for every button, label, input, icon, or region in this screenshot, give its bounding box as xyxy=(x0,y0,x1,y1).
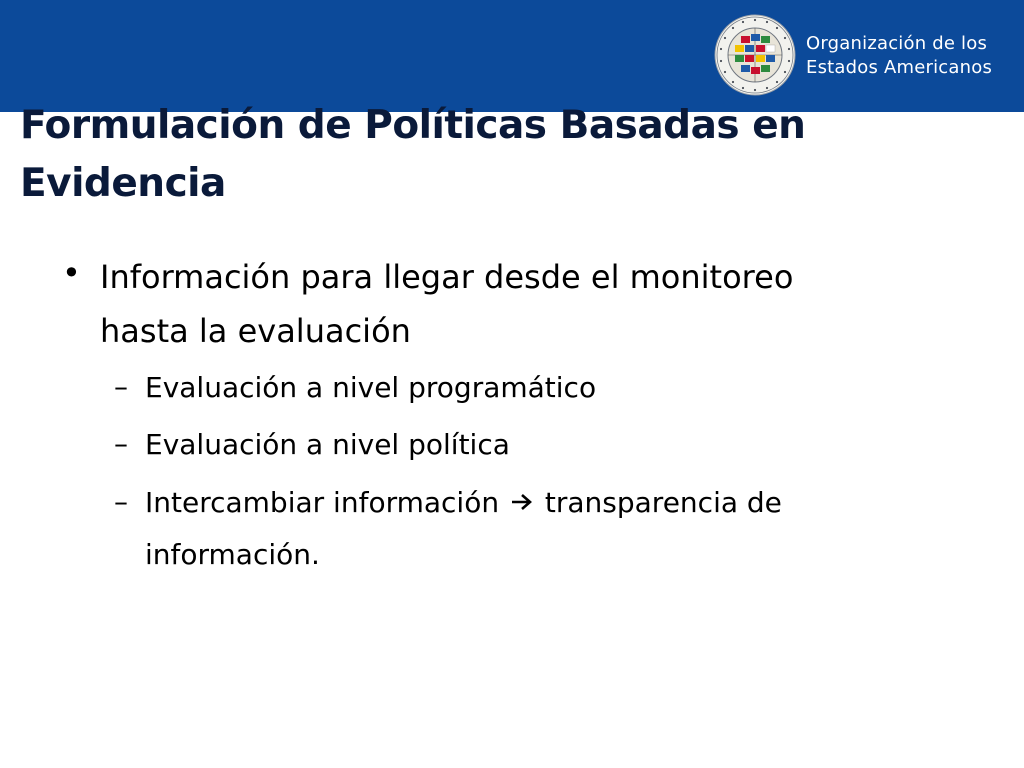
sub-bullet-text-after-arrow: transparencia de xyxy=(544,486,782,519)
sub-bullet-item xyxy=(145,419,985,471)
right-arrow-icon xyxy=(510,492,534,512)
sub-bullet-item xyxy=(145,362,985,414)
sub-bullet-line1 xyxy=(145,477,985,529)
sub-bullet-dash: – xyxy=(114,427,128,460)
sub-bullet-line2: información. xyxy=(145,538,320,571)
slide-title-line2: Evidencia xyxy=(20,161,226,206)
bullet-text-line2: hasta la evaluación xyxy=(100,312,411,350)
sub-bullet-dash: – xyxy=(114,485,128,518)
sub-bullet-item xyxy=(145,477,985,581)
bullet-text-line1: Información para llegar desde el monitoreo xyxy=(100,258,794,296)
bullet-text xyxy=(100,250,980,358)
bullet-marker: • xyxy=(62,254,81,292)
organization-name-line2: Estados Americanos xyxy=(806,57,993,78)
sub-bullet-text: Evaluación a nivel programático xyxy=(145,371,597,404)
sub-bullet-text-before-arrow: Intercambiar información xyxy=(145,486,500,519)
organization-name-line1: Organización de los xyxy=(806,33,988,54)
slide-title-line1: Formulación de Políticas Basadas en xyxy=(20,103,806,148)
sub-bullet-text: Evaluación a nivel política xyxy=(145,428,510,461)
sub-bullet-dash: – xyxy=(114,370,128,403)
